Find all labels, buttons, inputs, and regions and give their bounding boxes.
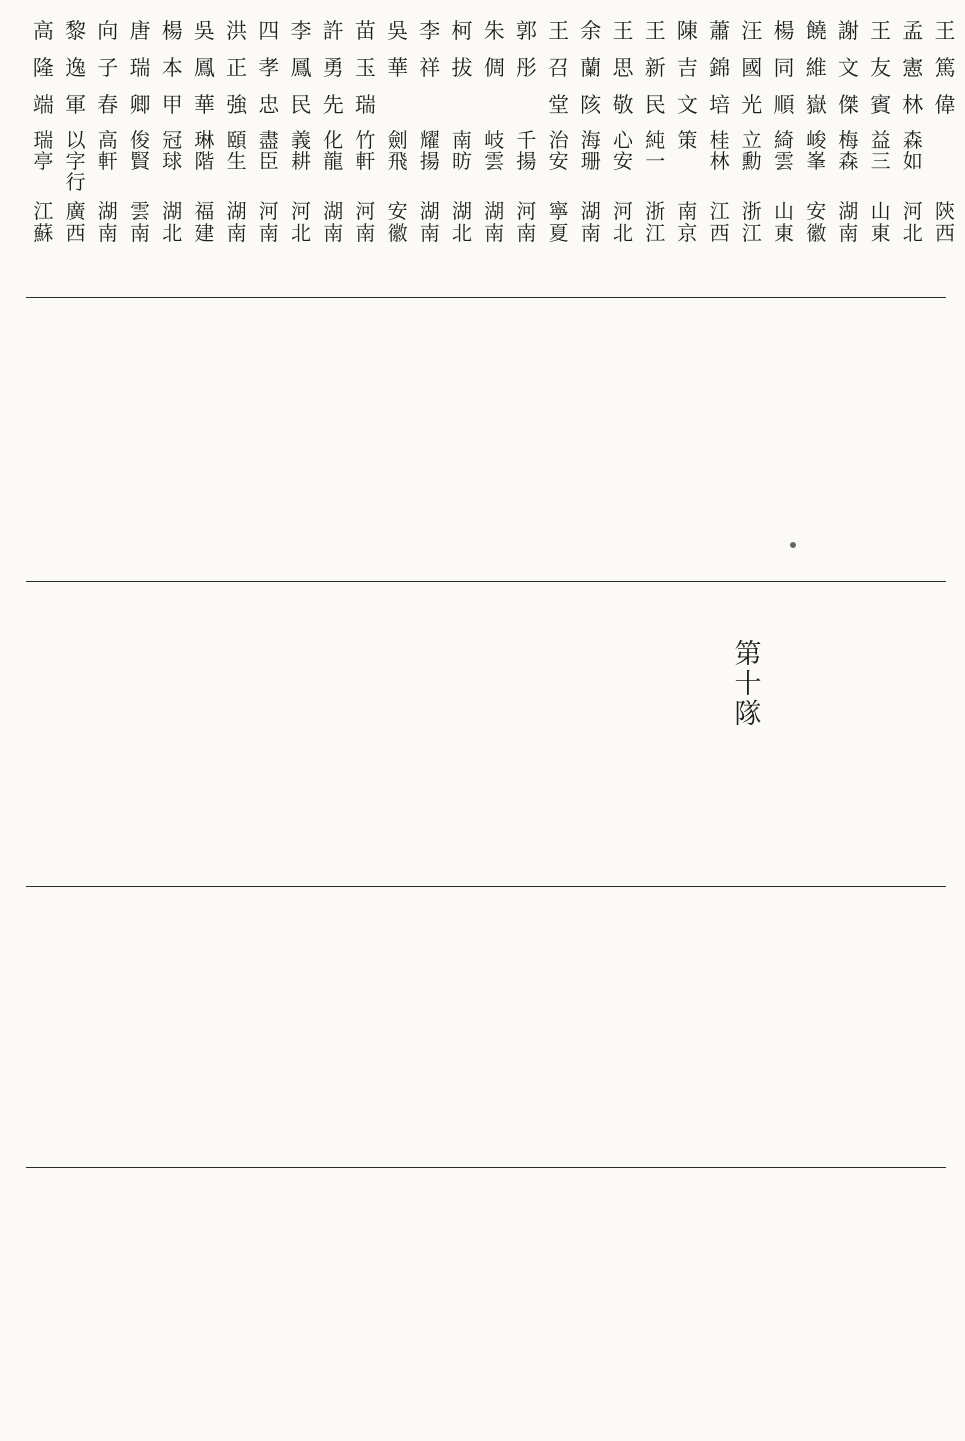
member-name: 余 蘭 陔 — [580, 19, 602, 117]
member-courtesy-name: 森 如 — [902, 128, 923, 173]
member-courtesy-name: 心 安 — [613, 128, 633, 173]
member-province: 湖 北 — [452, 199, 472, 245]
member-province: 湖 南 — [484, 199, 505, 245]
member-courtesy-name: 益 三 — [870, 128, 891, 173]
member-province: 浙 江 — [741, 199, 762, 245]
member-name: 李 鳳 民 — [290, 19, 312, 117]
member-name: 郭 彤 — [515, 19, 537, 80]
member-province: 湖 南 — [838, 199, 859, 245]
member-name: 王 篤 偉 — [934, 19, 956, 117]
member-courtesy-name: 純 一 — [645, 128, 666, 173]
section-divider — [26, 297, 946, 298]
member-name: 饒 維 嶽 — [805, 19, 827, 117]
member-courtesy-name: 峻 峯 — [806, 128, 827, 173]
member-name: 王 召 堂 — [548, 19, 570, 117]
member-province: 陝 西 — [935, 199, 955, 245]
member-name: 苗 玉 瑞 — [354, 19, 376, 117]
member-courtesy-name: 化 龍 — [323, 128, 344, 173]
member-courtesy-name: 義 耕 — [291, 128, 311, 173]
member-name: 謝 文 傑 — [837, 19, 859, 117]
member-courtesy-name: 耀 揚 — [419, 128, 440, 173]
member-courtesy-name: 立 勳 — [741, 128, 762, 173]
member-province: 安 徽 — [387, 199, 408, 245]
member-name: 四 孝 忠 — [258, 19, 280, 117]
member-name: 王 思 敬 — [612, 19, 634, 117]
member-courtesy-name: 治 安 — [548, 128, 569, 173]
member-courtesy-name: 竹 軒 — [355, 128, 376, 173]
member-province: 河 南 — [258, 199, 279, 245]
member-province: 浙 江 — [645, 199, 666, 245]
member-courtesy-name: 頤 生 — [226, 128, 247, 173]
member-name: 吳 華 — [387, 19, 409, 80]
member-province: 江 蘇 — [33, 199, 54, 245]
member-name: 唐 瑞 卿 — [129, 19, 151, 117]
member-province: 湖 南 — [323, 199, 344, 245]
member-courtesy-name: 瑞 亭 — [33, 128, 54, 173]
member-province: 安 徽 — [806, 199, 827, 245]
member-courtesy-name: 岐 雲 — [484, 128, 505, 173]
member-province: 湖 南 — [226, 199, 247, 245]
member-province: 山 東 — [870, 199, 891, 245]
member-courtesy-name: 俊 賢 — [130, 128, 150, 173]
member-province: 南 京 — [677, 199, 698, 245]
member-province: 湖 南 — [419, 199, 440, 245]
member-province: 江 西 — [709, 199, 730, 245]
member-province: 河 南 — [355, 199, 376, 245]
member-courtesy-name: 以 字 行 — [65, 128, 86, 194]
member-name: 洪 正 強 — [226, 19, 248, 117]
section-divider — [26, 886, 946, 887]
member-name: 楊 本 甲 — [161, 19, 183, 117]
member-name: 孟 憲 林 — [902, 19, 924, 117]
member-name: 汪 國 光 — [741, 19, 763, 117]
member-courtesy-name: 策 — [677, 128, 698, 152]
member-name: 吳 鳳 華 — [193, 19, 215, 117]
member-province: 河 北 — [613, 199, 633, 245]
section-divider — [26, 581, 946, 582]
member-courtesy-name: 高 軒 — [97, 128, 118, 173]
member-courtesy-name: 盡 臣 — [258, 128, 279, 173]
member-province: 河 北 — [902, 199, 923, 245]
team-label: 第 十 隊 — [734, 639, 762, 730]
member-province: 雲 南 — [130, 199, 150, 245]
scan-speck — [790, 542, 796, 548]
member-name: 李 祥 — [419, 19, 441, 80]
section-divider — [26, 1167, 946, 1168]
member-province: 河 南 — [516, 199, 537, 245]
member-name: 柯 拔 — [451, 19, 473, 80]
member-name: 陳 吉 文 — [676, 19, 698, 117]
member-courtesy-name: 琳 階 — [194, 128, 215, 173]
member-name: 王 新 民 — [644, 19, 666, 117]
member-name: 向 子 春 — [97, 19, 119, 117]
member-courtesy-name: 梅 森 — [838, 128, 859, 173]
member-name: 許 勇 先 — [322, 19, 344, 117]
member-province: 福 建 — [194, 199, 215, 245]
member-name: 朱 倜 — [483, 19, 505, 80]
member-courtesy-name: 海 珊 — [580, 128, 601, 173]
member-province: 湖 北 — [162, 199, 183, 245]
member-province: 廣 西 — [65, 199, 86, 245]
member-courtesy-name: 冠 球 — [162, 128, 183, 173]
member-name: 黎 逸 軍 — [65, 19, 87, 117]
member-courtesy-name: 劍 飛 — [387, 128, 408, 173]
member-province: 寧 夏 — [548, 199, 569, 245]
member-province: 山 東 — [774, 199, 794, 245]
member-courtesy-name: 千 揚 — [516, 128, 537, 173]
member-name: 蕭 錦 培 — [709, 19, 731, 117]
member-name: 高 隆 端 — [32, 19, 54, 117]
member-province: 湖 南 — [580, 199, 601, 245]
member-courtesy-name: 桂 林 — [709, 128, 730, 173]
member-name: 王 友 賓 — [870, 19, 892, 117]
member-province: 河 北 — [291, 199, 311, 245]
member-courtesy-name: 南 昉 — [452, 128, 472, 173]
member-province: 湖 南 — [97, 199, 118, 245]
member-courtesy-name: 綺 雲 — [774, 128, 794, 173]
member-name: 楊 同 順 — [773, 19, 795, 117]
